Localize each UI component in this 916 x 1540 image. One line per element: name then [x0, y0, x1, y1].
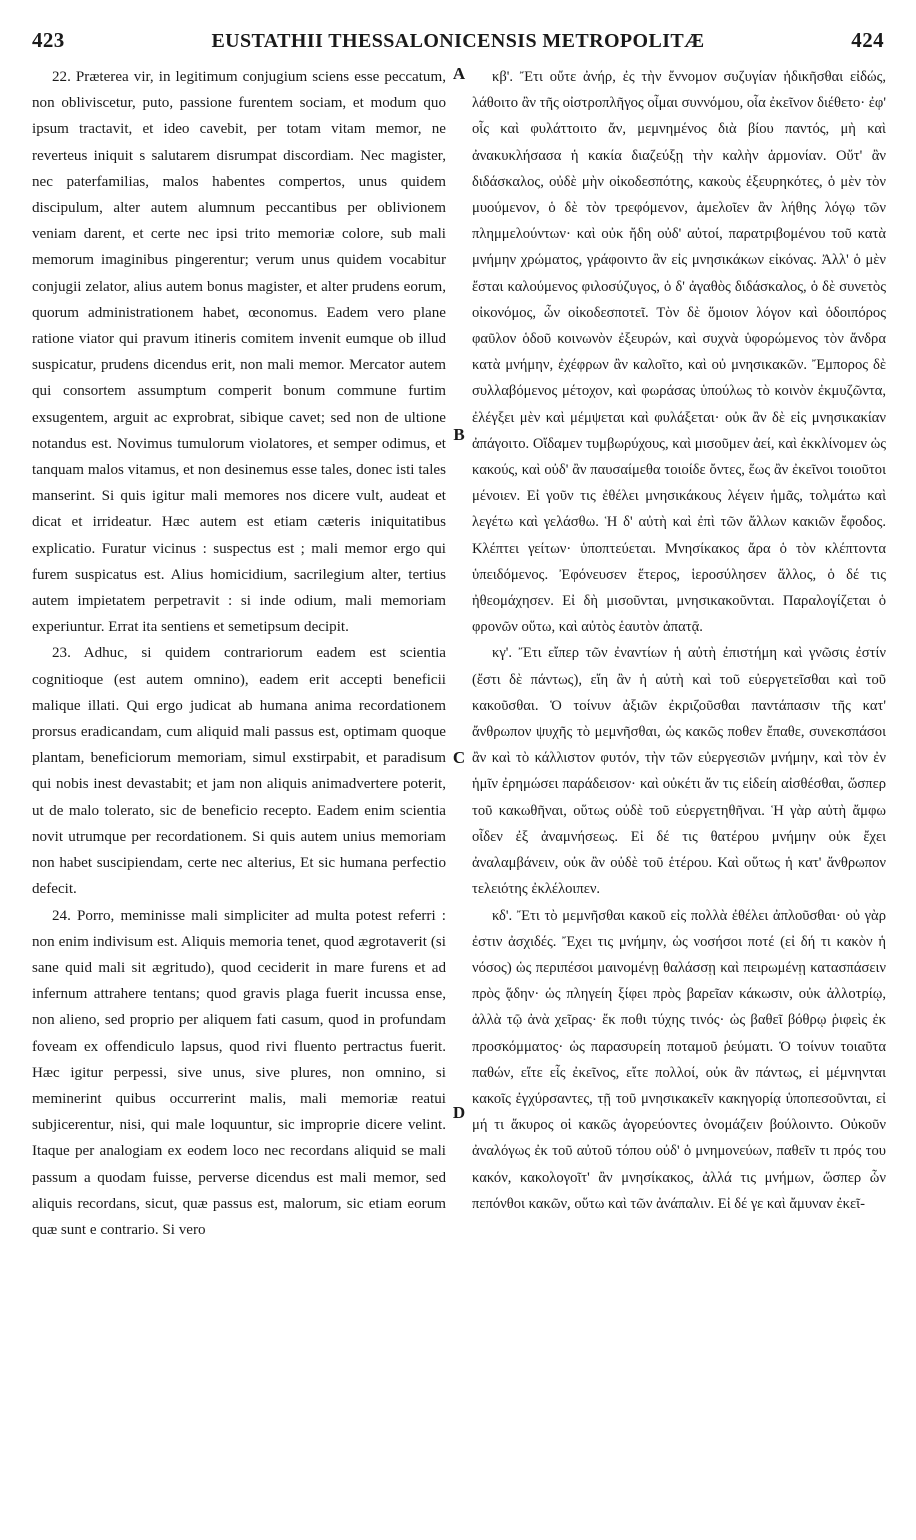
greek-paragraph-22: κβ'. Ἔτι οὔτε ἀνήρ, ἐς τὴν ἔννομον συζυγίαν ἡδικῆσθαι εἰδώς, λάθοιτο ἂν τῆς οἰστροπλῆγος οἶμαι συννόμου, οἷα ἐκεῖνον διέθετο· ἐφ' οἷς καὶ φυλάττοιτο ἄν, μεμνημένος διὰ βίου παντός, μὴ καὶ ἀνακυκλήσασα ἡ κακία διαζεύξῃ τὴν καλὴν ἁρμονίαν. Οὔτ' ἂν διδάσκαλος, οὐδὲ μὴν οἰκοδεσπότης, κακοὺς ἐξευρηκότες, ὁ μὲν τὸν μυούμενον, ὁ δὲ τὸν τρεφόμενον, ἀμελοῖεν ἂν λήθης λόγῳ τῶν πλημμελούντων· καὶ οὐκ ἤδη οὐδ' αὐτοί, παρατριβομένου τοῦ κατὰ μνήμην χρώματος, γράφοιντο ἂν εἰς μνησικάκων εἰκόνας. Ἀλλ' ὁ μὲν ἔσται καλούμενος φιλοσύζυγος, ὁ δ' ἀγαθὸς διδάσκαλος, ὁ δὲ συνετὸς οἰκονόμος, ὧν οἰκοδεσποτεῖ. Τὸν δὲ ὅμοιον λόγον καὶ ὁδοιπόρος φαῦλον ὁδοῦ κοινωνὸν ἐξευρών, καὶ συχνὰ ὑφορώμενος τὸν ἄνδρα κατὰ μνήμην, ἐχέφρων ἂν καλοῖτο, καὶ οὐ μνησικακῶν. Ἔμπορος δὲ συλλαβόμενος μέτοχον, καὶ φωράσας ὑπούλως τὸ κοινὸν ἐκμυζῶντα, ἐλέγξει μὲν καὶ μέμψεται καὶ φυλάξεται· οὐκ ἂν δὲ εἰς μνησικακίαν ἀπάγοιτο. Οἴδαμεν τυμβωρύχους, καὶ μισοῦμεν ἀεί, καὶ ἐκκλίνομεν ὡς κακούς, καὶ οὐδ' ἂν παυσαίμεθα τοιοίδε ὄντες, ἕως ἂν ἐκεῖνοι τοιοῦτοι μένοιεν. Εἰ γοῦν τις ἐθέλει μνησικάκους λέγειν ἡμᾶς, τολμάτω καὶ λεγέτω καὶ γελάσθω. Ἡ δ' αὐτὴ καὶ ἐπὶ τῶν ἄλλων κακιῶν ἔφοδος. Κλέπτει γείτων· ὑποπτεύεται. Μνησίκακος ἄρα ὁ τὸν κλέπτοντα ὑπειδόμενος. Ἐφόνευσεν ἕτερος, ἱεροσύλησεν ἄλλος, ὁ δέ τις ἠθεομάχησεν. Εἰ δὴ μισοῦνται, μνησικακοῦνται. Παραλογίζεται ὁ φρονῶν οὕτω, καὶ αὐτὸς ἑαυτὸν ἀπατᾷ. [472, 69, 886, 636]
greek-paragraph-24: κδ'. Ἔτι τὸ μεμνῆσθαι κακοῦ εἰς πολλὰ ἐθέλει ἀπλοῦσθαι· οὐ γὰρ ἐστιν ἀσχιδές. Ἔχει τις μνήμην, ὡς νοσήσοι ποτέ (εἰ δή τι κακὸν ἡ νόσος) ὡς περιπέσοι μαινομένῃ θαλάσσῃ καὶ πειρωμένῃ κατασπάσειν πρὸς ᾅδην· ὡς πληγείη ξίφει πρὸς βαρεῖαν κάκωσιν, οὐκ ἀλλοτρίῳ, ἀλλὰ τῷ ἀνὰ χεῖρας· ἔκ ποθι τύχης τινός· ὡς βαθεῖ βόθρῳ ῥιφεὶς ἐκ προσκόμματος· ὡς παρασυρείη ποταμοῦ ῥεύματι. Ὁ τοίνυν τοιαῦτα παθών, εἴτε εἷς ἐκεῖνος, εἴτε πολλοί, οὐκ ἂν πάντως, εἰ μέμνηνται κακοῖς ἐγχύρσαντες, τῇ τοῦ μνησικακεῖν κακηγορίᾳ ὑποπεσοῦνται, εἰ μή τι ἄκυρος οἱ κακῶς ἀγορεύοντες ὀνομάζειν βούλοιντο. Οὐκοῦν ἀναλόγως ἐκ τοῦ αὐτοῦ τόπου οὐδ' ὁ μνημονεύων, παθεῖν τι πρός του κακόν, κακολογοῖτ' ἂν μνησίκακος, ἀλλά τις μνήμων, ὥσπερ ὧν πεπόνθοι κακῶν, οὕτω καὶ τῶν ἀνάπαλιν. Εἰ δέ γε καὶ ἄμυναν ἐκεῖ- [472, 907, 886, 1212]
latin-paragraph-22: 22. Præterea vir, in legitimum conjugium sciens esse peccatum, non obliviscetur, puto, passione furentem sociam, et modum quo ipsum tractavit, et ideo cavebit, per totam vitam memor, ne reverteus iniquit s salutarem disrumpat discordiam. Nec magister, nec paterfamilias, malos habentes compertos, unus quidem discipulum, alter autem alumnum peccantibus per oblivionem veniam darent, et certe nec ipsi trito memoriæ colore, sub mali memorum imaginibus pingerentur; verum unus quidem vocabitur conjugii zelator, alius autem bonus magister, et alter prudens eorum, quorum administrationem habet, œconomus. Eadem vero plane ratione viator qui pravum itineris comitem invenit eumque ob illud suspicatur, prudens dicendus erit, non mali memor. Mercator autem qui consortem assumptum comperit bonum commune furtim exsugentem, arguit ac exprobrat, sibique cavet; sed non de ultione notandus est. Novimus tumulorum violatores, et semper odimus, et tanquam malos vitamus, et non desinemus esse tales, donec isti tales manserint. Si quis igitur mali memores nos dicere vult, audeat et dicat et irrideatur. Hæc autem est etiam cæteris iniquitatibus explicatio. Furatur vicinus : suspectus est ; mali memor ergo qui furem suspicatus est. Alius homicidium, sacrilegium alter, tertius autem impietatem perpetravit : si inde odium, mali memoriam experiuntur. Errat ita sentiens et semetipsum decipit. [32, 69, 446, 636]
margin-marker-c: C [452, 748, 466, 767]
greek-column [472, 64, 886, 1526]
margin-marker-a: A [452, 64, 466, 83]
page-number-right: 424 [851, 28, 884, 52]
greek-paragraph-23: κγ'. Ἔτι εἴπερ τῶν ἐναντίων ἡ αὐτὴ ἐπιστήμη καὶ γνῶσις ἐστίν (ἔστι δὲ πάντως), εἴη ἂν ἡ αὐτὴ καὶ τοῦ εὐεργετεῖσθαι καὶ τοῦ κακοῦσθαι. Ὁ τοίνυν ἀξιῶν ἐκριζοῦσθαι παντάπασιν τῆς κατ' ἄνθρωπον ψυχῆς τὸ μεμνῆσθαι, ὡς κακῶς ποθεν ἔπαθε, συνεκσπάσοι ἂν καὶ τὸ κάλλιστον φυτόν, τὴν τῶν εὐεργεσιῶν μνήμην, καὶ τὸν ἐν ἡμῖν ἐρημώσει παράδεισον· καὶ οὐκέτι ἄν τις εἰδείη αἰσθέσθαι, ὥσπερ τοῦ κακωθῆναι, οὕτως οὐδὲ τοῦ εὐεργετηθῆναι. Ἡ γὰρ αὐτὴ ἄμφω οἶδεν ἐξ ἀναμνήσεως. Εἰ δέ τις θατέρου μνήμην οὐκ ἔχει ἀναλαμβάνειν, οὐκ ἂν οὐδὲ τοῦ ἑτέρου. Καὶ οὕτως ἡ κατ' ἄνθρωπον τελειότης ἐκλέλοιπεν. [472, 645, 886, 898]
running-title: EUSTATHII THESSALONICENSIS METROPOLITÆ [211, 30, 705, 52]
margin-marker-d: D [452, 1103, 466, 1122]
running-header [32, 28, 884, 62]
page-number-left: 423 [32, 28, 65, 52]
margin-marker-b: B [453, 425, 465, 444]
latin-paragraph-24: 24. Porro, meminisse mali simpliciter ad multa potest referri : non enim indivisum est. Aliquis memoria tenet, quod ægrotaverit (si sane quid mali sit ægritudo), quod ceciderit in mare furens et ad infernum attrahere tentans; quod gravis plaga fuerit incussa ense, non alieno, sed proprio per aliquem fati casum, quod in profundam foveam ex offendiculo lapsus, quod rivi fluento pertractus fuerit. Hæc igitur perpessi, sive unus, sive plures, non omnino, si meminerint quibus occurrerint malis, mali memoriæ reatui subjicerentur, nisi, qui male loquuntur, sic improprie dicere velint. Itaque per analogiam ex eodem loco nec recordans aliquid se mali passum a quodam fuisse, perverse dicendus est mali memor, sed aliquis recordans, sicut, quæ passus est, malorum, sic etiam eorum quæ sunt e contrario. Si vero [32, 907, 446, 1238]
latin-column [32, 64, 446, 1526]
latin-paragraph-23: 23. Adhuc, si quidem contrariorum eadem est scientia cognitioque (est autem omnino), eadem erit accepti beneficii malique illati. Qui ergo judicat ab humana anima recordationem prorsus eradicandam, cum aliquid mali passus est, optimam quoque plantam, beneficiorum memoriam, simul exstirpabit, et paradisum qui nobis inest devastabit; et jam non aliquis animadvertere poterit, ut de malo tolerato, sic de beneficio recepto. Eadem enim scientia novit utrumque per recordationem. Si quis autem unius memoriam non habet suscipiendam, certe nec alterius, Et sic humana perfectio defecit. [32, 645, 446, 898]
